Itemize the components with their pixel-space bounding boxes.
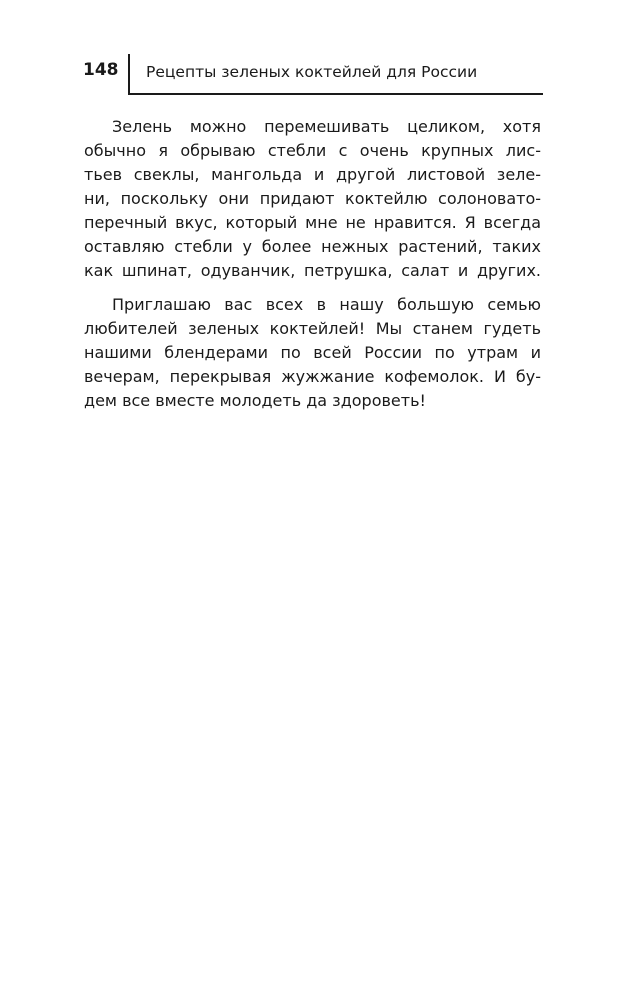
- body-text: [84, 115, 541, 413]
- text-line: Зелень можно перемешивать целиком, хотя: [112, 117, 541, 136]
- header-vertical-divider: [128, 54, 130, 94]
- text-line: вечерам, перекрывая жужжание кофемолок. И бу-: [84, 367, 541, 386]
- text-line: ни, поскольку они придают коктейлю солоновато-: [84, 189, 541, 208]
- text-line: перечный вкус, который мне не нравится. Я всегда: [84, 213, 541, 232]
- page-number: 148: [83, 60, 119, 80]
- running-header: [83, 54, 543, 96]
- paragraph-1: [84, 115, 541, 283]
- header-horizontal-rule: [128, 93, 543, 95]
- text-line: тьев свеклы, мангольда и другой листовой зеле-: [84, 165, 541, 184]
- text-line: нашими блендерами по всей России по утрам и: [84, 343, 541, 362]
- text-line: обычно я обрываю стебли с очень крупных лис-: [84, 141, 541, 160]
- text-line: Приглашаю вас всех в нашу большую семью: [112, 295, 541, 314]
- text-line: оставляю стебли у более нежных растений, таких: [84, 237, 541, 256]
- text-line: любителей зеленых коктейлей! Мы станем гудеть: [84, 319, 541, 338]
- text-line: дем все вместе молодеть да здороветь!: [84, 391, 426, 410]
- paragraph-2: [84, 293, 541, 413]
- running-title: Рецепты зеленых коктейлей для России: [146, 63, 478, 81]
- text-line: как шпинат, одуванчик, петрушка, салат и других.: [84, 261, 541, 280]
